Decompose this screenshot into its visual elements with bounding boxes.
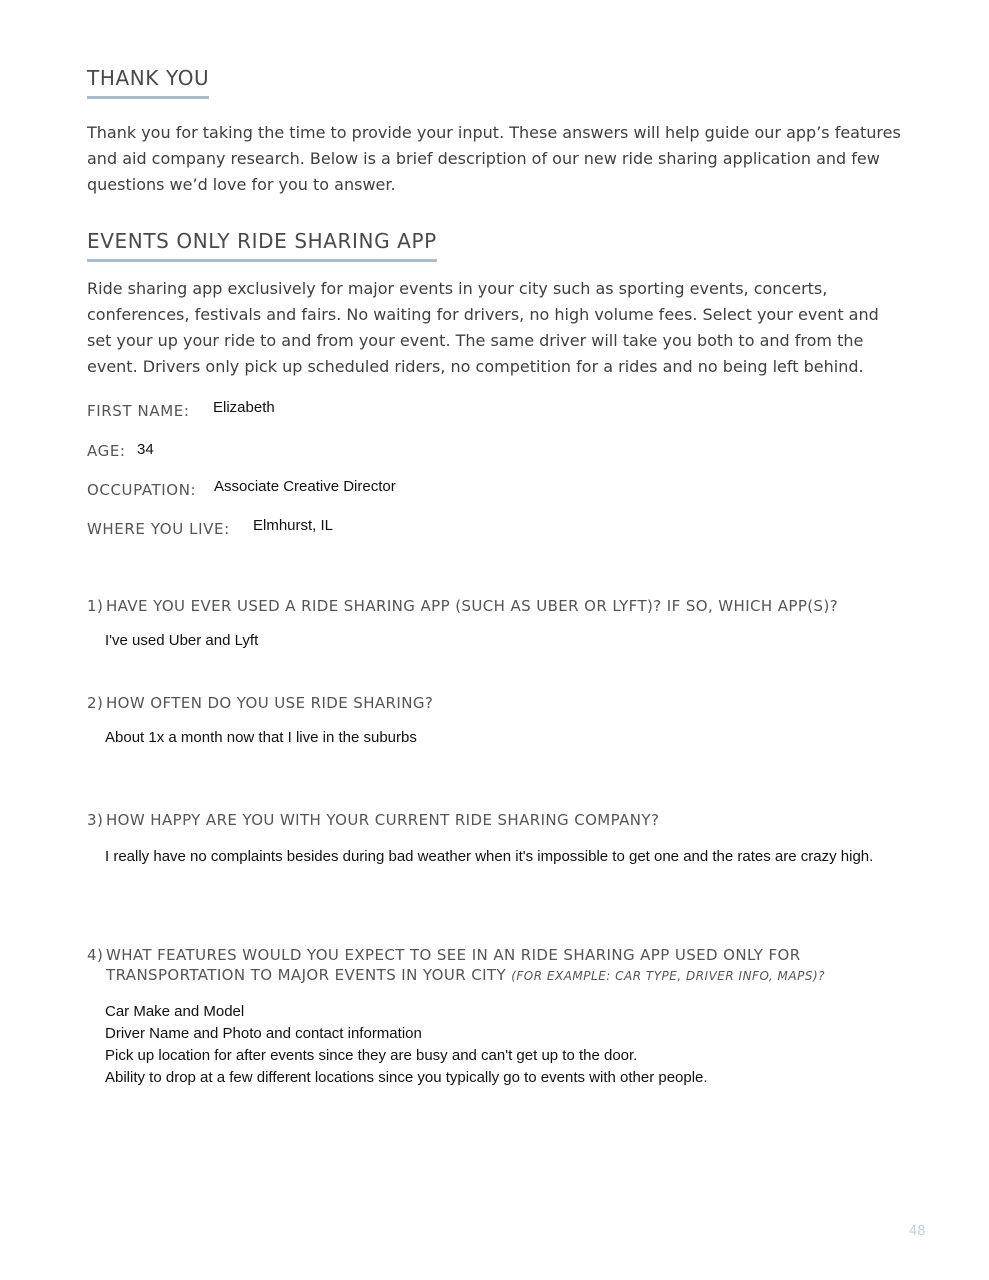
answer-3-line: I really have no complaints besides during bad weather when it's impossible to get one and the rates are crazy high. — [105, 848, 874, 865]
age-value: 34 — [137, 441, 154, 458]
where-you-live-label: WHERE YOU LIVE: — [87, 520, 230, 538]
answer-4-line-3: Pick up location for after events since they are busy and can't get up to the door. — [105, 1047, 638, 1064]
thank-you-paragraph: Thank you for taking the time to provide your input. These answers will help guide our app’s features and aid company research. Below is a brief description of our new ride sharing application and few questions we’d love for you to answer. — [87, 123, 901, 194]
occupation-label: OCCUPATION: — [87, 481, 197, 499]
where-you-live-value: Elmhurst, IL — [253, 517, 334, 534]
question-2 — [87, 693, 907, 713]
question-4-text-line1: WHAT FEATURES WOULD YOU EXPECT TO SEE IN AN RIDE SHARING APP USED ONLY FOR — [106, 946, 801, 964]
events-app-description: Ride sharing app exclusively for major events in your city such as sporting events, concerts, conferences, festivals and fairs. No waiting for drivers, no high volume fees. Select your event and set your up your ride to and from your event. The same driver will take you both to and from the event. Drivers only pick up scheduled riders, no competition for a rides and no being left behind. — [87, 279, 879, 376]
answer-3 — [105, 846, 905, 868]
answer-4-line-1: Car Make and Model — [105, 1003, 245, 1020]
question-2-text: HOW OFTEN DO YOU USE RIDE SHARING? — [106, 694, 434, 712]
where-you-live-field — [87, 517, 334, 539]
first-name-label: FIRST NAME: — [87, 402, 190, 420]
answer-2-line: About 1x a month now that I live in the suburbs — [105, 729, 417, 746]
answer-2 — [105, 727, 905, 749]
answer-4-line-4: Ability to drop at a few different locations since you typically go to events with other people. — [105, 1069, 708, 1086]
occupation-field — [87, 478, 396, 500]
occupation-value: Associate Creative Director — [214, 478, 396, 495]
question-4-hint: (FOR EXAMPLE: CAR TYPE, DRIVER INFO, MAPS)? — [511, 969, 826, 983]
page-number: 48 — [909, 1224, 926, 1239]
question-4 — [87, 945, 907, 986]
age-field — [87, 441, 154, 461]
question-2-number: 2) — [87, 694, 104, 712]
question-1-number: 1) — [87, 597, 104, 615]
question-3-number: 3) — [87, 811, 104, 829]
question-1 — [87, 596, 907, 616]
first-name-field — [87, 399, 275, 421]
answer-4-line-2: Driver Name and Photo and contact information — [105, 1025, 422, 1042]
answer-4 — [105, 1001, 905, 1089]
question-4-text-line2: TRANSPORTATION TO MAJOR EVENTS IN YOUR CITY — [106, 966, 507, 984]
age-label: AGE: — [87, 442, 126, 460]
first-name-value: Elizabeth — [213, 399, 275, 416]
question-1-text: HAVE YOU EVER USED A RIDE SHARING APP (SUCH AS UBER OR LYFT)? IF SO, WHICH APP(S)? — [106, 597, 839, 615]
question-3 — [87, 810, 907, 830]
question-4-line2 — [87, 965, 907, 986]
question-4-number: 4) — [87, 946, 104, 964]
answer-1 — [105, 630, 905, 652]
answer-1-line: I've used Uber and Lyft — [105, 632, 259, 649]
events-app-heading: EVENTS ONLY RIDE SHARING APP — [87, 229, 437, 262]
thank-you-heading: THANK YOU — [87, 66, 209, 99]
question-3-text: HOW HAPPY ARE YOU WITH YOUR CURRENT RIDE SHARING COMPANY? — [106, 811, 660, 829]
